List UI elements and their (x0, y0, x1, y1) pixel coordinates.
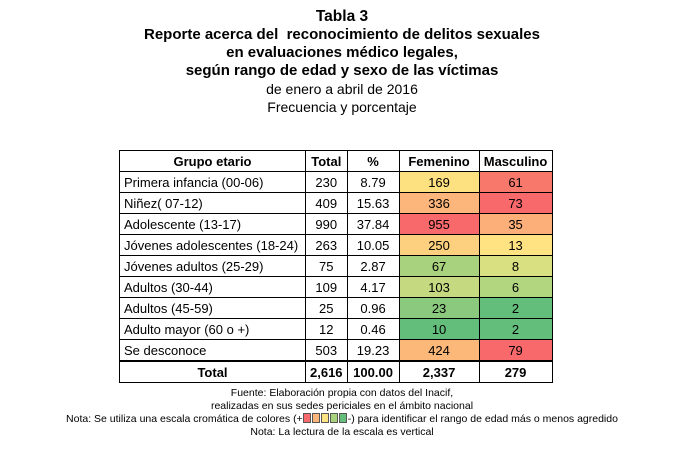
scale-reading-note: Nota: La lectura de la escala es vertical (250, 426, 434, 438)
total-female: 2,337 (399, 361, 479, 383)
cell-percent: 0.46 (347, 319, 399, 340)
table-row (120, 277, 553, 298)
cell-age-group: Adultos (30-44) (120, 277, 306, 298)
table-row (120, 193, 553, 214)
period-subtitle: de enero a abril de 2016 (266, 81, 418, 97)
cell-percent: 10.05 (347, 235, 399, 256)
cell-total: 12 (306, 319, 348, 340)
table-body (120, 172, 553, 362)
cell-total: 263 (306, 235, 348, 256)
column-header-female: Femenino (399, 151, 479, 172)
cell-percent: 15.63 (347, 193, 399, 214)
table-number: Tabla 3 (315, 8, 369, 25)
total-male: 279 (479, 361, 552, 383)
cell-male: 2 (479, 319, 552, 340)
cell-percent: 8.79 (347, 172, 399, 193)
measure-subtitle: Frecuencia y porcentaje (267, 99, 417, 115)
total-count: 2,616 (306, 361, 348, 383)
scale-swatch (330, 413, 338, 423)
cell-percent: 37.84 (347, 214, 399, 235)
cell-female: 103 (399, 277, 479, 298)
cell-total: 25 (306, 298, 348, 319)
cell-male: 6 (479, 277, 552, 298)
cell-total: 109 (306, 277, 348, 298)
scale-swatch (303, 413, 311, 423)
scale-swatch (339, 413, 347, 423)
cell-male: 2 (479, 298, 552, 319)
scale-swatch (312, 413, 320, 423)
cell-total: 503 (306, 340, 348, 362)
scale-swatch (321, 413, 329, 423)
table-header-row (120, 151, 553, 172)
cell-percent: 4.17 (347, 277, 399, 298)
cell-female: 250 (399, 235, 479, 256)
cell-age-group: Niñez( 07-12) (120, 193, 306, 214)
column-header-group: Grupo etario (120, 151, 306, 172)
cell-age-group: Jóvenes adultos (25-29) (120, 256, 306, 277)
cell-female: 10 (399, 319, 479, 340)
table-row (120, 298, 553, 319)
cell-age-group: Adulto mayor (60 o +) (120, 319, 306, 340)
cell-male: 73 (479, 193, 552, 214)
color-scale-legend (303, 413, 348, 425)
cell-percent: 0.96 (347, 298, 399, 319)
cell-female: 67 (399, 256, 479, 277)
table-row (120, 319, 553, 340)
cell-total: 990 (306, 214, 348, 235)
cell-female: 169 (399, 172, 479, 193)
table-row (120, 340, 553, 362)
cell-age-group: Adolescente (13-17) (120, 214, 306, 235)
cell-male: 79 (479, 340, 552, 362)
data-table (119, 150, 553, 383)
column-header-percent: % (347, 151, 399, 172)
column-header-male: Masculino (479, 151, 552, 172)
cell-percent: 2.87 (347, 256, 399, 277)
table-row (120, 235, 553, 256)
cell-female: 424 (399, 340, 479, 362)
color-scale-note (0, 413, 684, 426)
report-footer (0, 387, 684, 439)
title-line-1: Reporte acerca del reconocimiento de delitos sexuales (144, 26, 540, 43)
cell-male: 8 (479, 256, 552, 277)
cell-age-group: Adultos (45-59) (120, 298, 306, 319)
cell-male: 13 (479, 235, 552, 256)
color-scale-note-end: -) para identificar el rango de edad más o menos agredido (347, 413, 618, 425)
cell-age-group: Primera infancia (00-06) (120, 172, 306, 193)
cell-total: 230 (306, 172, 348, 193)
cell-male: 61 (479, 172, 552, 193)
source-line-2: realizadas en sus sedes periciales en el ámbito nacional (210, 400, 474, 412)
report-header (0, 8, 684, 116)
cell-male: 35 (479, 214, 552, 235)
source-line-1: Fuente: Elaboración propia con datos del Inacif, (230, 387, 454, 399)
table-row (120, 172, 553, 193)
cell-female: 955 (399, 214, 479, 235)
title-line-2: en evaluaciones médico legales, (226, 44, 458, 61)
table-row (120, 256, 553, 277)
column-header-total: Total (306, 151, 348, 172)
color-scale-note-start: Nota: Se utiliza una escala cromática de colores (+ (66, 413, 303, 425)
cell-age-group: Jóvenes adolescentes (18-24) (120, 235, 306, 256)
cell-female: 336 (399, 193, 479, 214)
cell-total: 75 (306, 256, 348, 277)
title-line-3: según rango de edad y sexo de las víctimas (185, 62, 499, 79)
cell-female: 23 (399, 298, 479, 319)
total-row (120, 361, 553, 383)
table-row (120, 214, 553, 235)
total-percent: 100.00 (347, 361, 399, 383)
cell-total: 409 (306, 193, 348, 214)
cell-percent: 19.23 (347, 340, 399, 362)
cell-age-group: Se desconoce (120, 340, 306, 362)
total-label: Total (120, 361, 306, 383)
